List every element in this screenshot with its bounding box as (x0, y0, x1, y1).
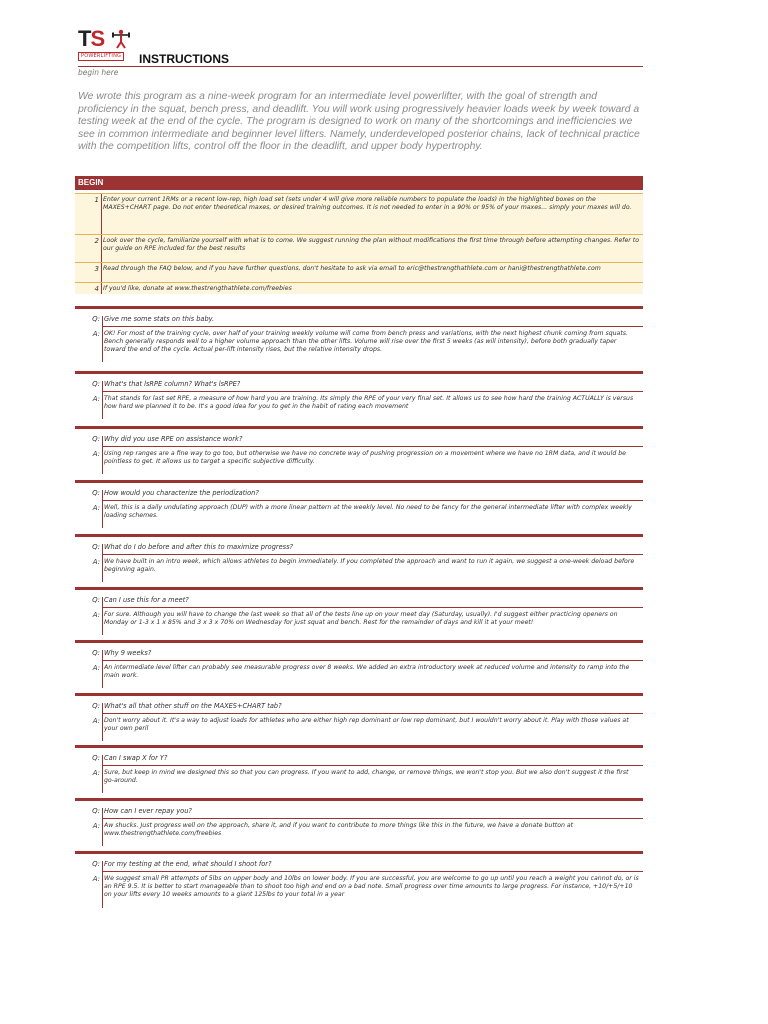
step-text: Look over the cycle, familiarize yourself with what is to come. We suggest running the plan without modifications the first time through before attempting changes. Refer to our guide on RPE included for the best results (103, 237, 640, 253)
faq-answer: That stands for last set RPE, a measure of how hard you are training. Its simply the RPE of your very final set. It allows us to see how hard the training ACTUALLY is versus how hard we planned it to be. It's a good idea for you to get in the habit of rating each movement (104, 395, 634, 411)
answer-label: A: (92, 664, 100, 672)
answer-label: A: (92, 822, 100, 830)
faq-separator (75, 426, 643, 429)
step-text: Read through the FAQ below, and if you have further questions, don't hesitate to ask via email to eric@thestrengthathlete.com or hani@thestrengthathlete.com (103, 265, 601, 272)
faq-question: Give me some stats on this baby. (104, 315, 215, 323)
question-label: Q: (92, 754, 100, 762)
faq-item (75, 542, 643, 580)
begin-section-header: BEGIN (75, 176, 643, 190)
faq-question: Can I use this for a meet? (104, 596, 189, 604)
question-label: Q: (92, 315, 100, 323)
faq-separator (75, 306, 643, 309)
faq-question: For my testing at the end, what should I shoot for? (104, 860, 272, 868)
faq-answer: Aw shucks. Just progress well on the approach, share it, and if you want to contribute to more things like this in the future, we have a donate button at www.thestrengthathlete.com/freebies (104, 822, 574, 838)
faq-answer: For sure. Although you will have to change the last week so that all of the tests line up on your meet day (Saturday, usually). I'd suggest either practicing openers on Monday or 1-3 x 1 x 85% and 3 x 3 x 70% on Wednesday for just squat and bench. Rest for the remainder of days and kill it at your meet! (104, 611, 618, 627)
faq-divider (102, 808, 103, 846)
faq-separator (75, 640, 643, 643)
question-label: Q: (92, 807, 100, 815)
faq-answer: Sure, but keep in mind we designed this so that you can progress. If you want to add, change, or remove things, we won't stop you. But we also don't suggest it the first go-around. (104, 769, 629, 785)
logo-tagline: POWERLIFTING (78, 52, 124, 61)
begin-step (75, 262, 643, 282)
step-number: 2 (94, 237, 99, 245)
faq-divider (102, 861, 103, 908)
faq-divider (102, 650, 103, 688)
begin-step (75, 234, 643, 262)
question-rule (102, 446, 643, 447)
answer-label: A: (92, 558, 100, 566)
question-rule (102, 391, 643, 392)
answer-label: A: (92, 450, 100, 458)
faq-separator (75, 534, 643, 537)
faq-answer: Using rep ranges are a fine way to go too, but otherwise we have no concrete way of pushing progression on a movement where we have no 1RM data, and it would be pointless to get. It allows us to target a specific subjective difficulty. (104, 450, 626, 466)
question-label: Q: (92, 435, 100, 443)
question-rule (102, 765, 643, 766)
question-label: Q: (92, 649, 100, 657)
answer-label: A: (92, 875, 100, 883)
faq-divider (102, 703, 103, 741)
answer-label: A: (92, 769, 100, 777)
intro-paragraph: We wrote this program as a nine-week program for an intermediate level powerlifter, with the goal of strength and proficiency in the squat, bench press, and deadlift. You will work using progressively heavier loads week by week toward a testing week at the end of the cycle. The program is designed to work on many of the shortcomings and inefficiencies we see in common intermediate and beginner level lifters. Namely, underdeveloped posterior chains, lack of technical practice with the competition lifts, control off the floor in the deadlift, and upper body hypertrophy. (78, 91, 640, 153)
question-label: Q: (92, 596, 100, 604)
step-number: 4 (94, 285, 99, 293)
faq-separator (75, 480, 643, 483)
faq-item (75, 753, 643, 791)
question-rule (102, 607, 643, 608)
answer-label: A: (92, 395, 100, 403)
faq-answer: Well, this is a daily undulating approach (DUP) with a more linear pattern at the weekly level. No need to be fancy for the general intermediate lifter with complex weekly loading schemes. (104, 504, 632, 520)
faq-answer: An intermediate level lifter can probably see measurable progress over 8 weeks. We added an extra introductory week at reduced volume and intensity to ramp into the main work. (104, 664, 630, 680)
question-rule (102, 326, 643, 327)
answer-label: A: (92, 504, 100, 512)
step-text: If you'd like, donate at www.thestrengthathlete.com/freebies (103, 285, 292, 292)
faq-separator (75, 745, 643, 748)
begin-step (75, 282, 643, 294)
page-subtitle: begin here (78, 68, 119, 77)
question-rule (102, 660, 643, 661)
faq-divider (102, 490, 103, 528)
begin-step (75, 193, 643, 234)
faq-divider (102, 544, 103, 582)
faq-answer: We suggest small PR attempts of 5lbs on upper body and 10lbs on lower body. If you are successful, you are welcome to go up until you reach a weight you cannot do, or is an RPE 9.5. It is better to start manageable than to shoot too high and end on a bad note. Small progress over time amounts to large progress. For instance, +10/+5/+10 on your lifts every 10 weeks amounts to a giant 125lbs to your total in a year (104, 875, 639, 899)
faq-question: How can I ever repay you? (104, 807, 192, 815)
question-label: Q: (92, 380, 100, 388)
faq-question: Can I swap X for Y? (104, 754, 168, 762)
faq-item (75, 648, 643, 686)
step-divider (101, 263, 102, 282)
faq-answer: OK! For most of the training cycle, over half of your training weekly volume will come from bench press and variations, with the next highest chunk coming from squats. Bench generally responds well to a higher volume approach than the other lifts. Volume will rise over the first 5 weeks (as will intensity), before both gradually taper toward the end of the cycle. Actual per-lift intensity rises, but the relative intensity drops. (104, 330, 628, 354)
step-number: 1 (94, 196, 99, 204)
question-rule (102, 871, 643, 872)
faq-question: Why did you use RPE on assistance work? (104, 435, 243, 443)
question-rule (102, 818, 643, 819)
faq-answer: Don't worry about it. It's a way to adjust loads for athletes who are either high rep dominant or low rep dominant, but I wouldn't worry about it. Play with those values at your own peril (104, 717, 629, 733)
faq-divider (102, 597, 103, 635)
faq-question: What's all that other stuff on the MAXES+CHART tab? (104, 702, 282, 710)
faq-question: What do I do before and after this to maximize progress? (104, 543, 294, 551)
faq-question: How would you characterize the periodization? (104, 489, 259, 497)
faq-question: Why 9 weeks? (104, 649, 152, 657)
faq-separator (75, 587, 643, 590)
answer-label: A: (92, 611, 100, 619)
faq-item (75, 379, 643, 417)
faq-item (75, 434, 643, 472)
faq-divider (102, 436, 103, 474)
lifter-icon (112, 29, 130, 49)
faq-item (75, 806, 643, 844)
logo (78, 27, 130, 65)
faq-item (75, 595, 643, 633)
faq-item (75, 859, 643, 906)
question-label: Q: (92, 489, 100, 497)
question-rule (102, 713, 643, 714)
faq-divider (102, 316, 103, 362)
faq-divider (102, 755, 103, 793)
question-rule (102, 554, 643, 555)
faq-item (75, 488, 643, 526)
question-label: Q: (92, 702, 100, 710)
answer-label: A: (92, 717, 100, 725)
faq-separator (75, 798, 643, 801)
page-title: INSTRUCTIONS (139, 52, 229, 66)
step-divider (101, 194, 102, 234)
faq-item (75, 314, 643, 360)
question-label: Q: (92, 543, 100, 551)
step-text: Enter your current 1RMs or a recent low-rep, high load set (sets under 4 will give more reliable numbers to populate the loads) in the highlighted boxes on the MAXES+CHART page. Do not enter theoretical maxes, or desired training outcomes. It is not needed to enter in a 90% or 95% of your maxes... simply your maxes will do. (103, 196, 632, 212)
faq-divider (102, 381, 103, 419)
faq-question: What's that lsRPE column? What's lsRPE? (104, 380, 241, 388)
step-divider (101, 283, 102, 294)
faq-answer: We have built in an intro week, which allows athletes to begin immediately. If you completed the approach and want to run it again, we suggest a one-week deload before beginning again. (104, 558, 635, 574)
faq-separator (75, 371, 643, 374)
question-label: Q: (92, 860, 100, 868)
answer-label: A: (92, 330, 100, 338)
faq-separator (75, 693, 643, 696)
faq-separator (75, 851, 643, 854)
question-rule (102, 500, 643, 501)
logo-letters: TS (78, 26, 105, 51)
title-divider (78, 66, 643, 67)
step-number: 3 (94, 265, 99, 273)
step-divider (101, 235, 102, 262)
faq-item (75, 701, 643, 739)
